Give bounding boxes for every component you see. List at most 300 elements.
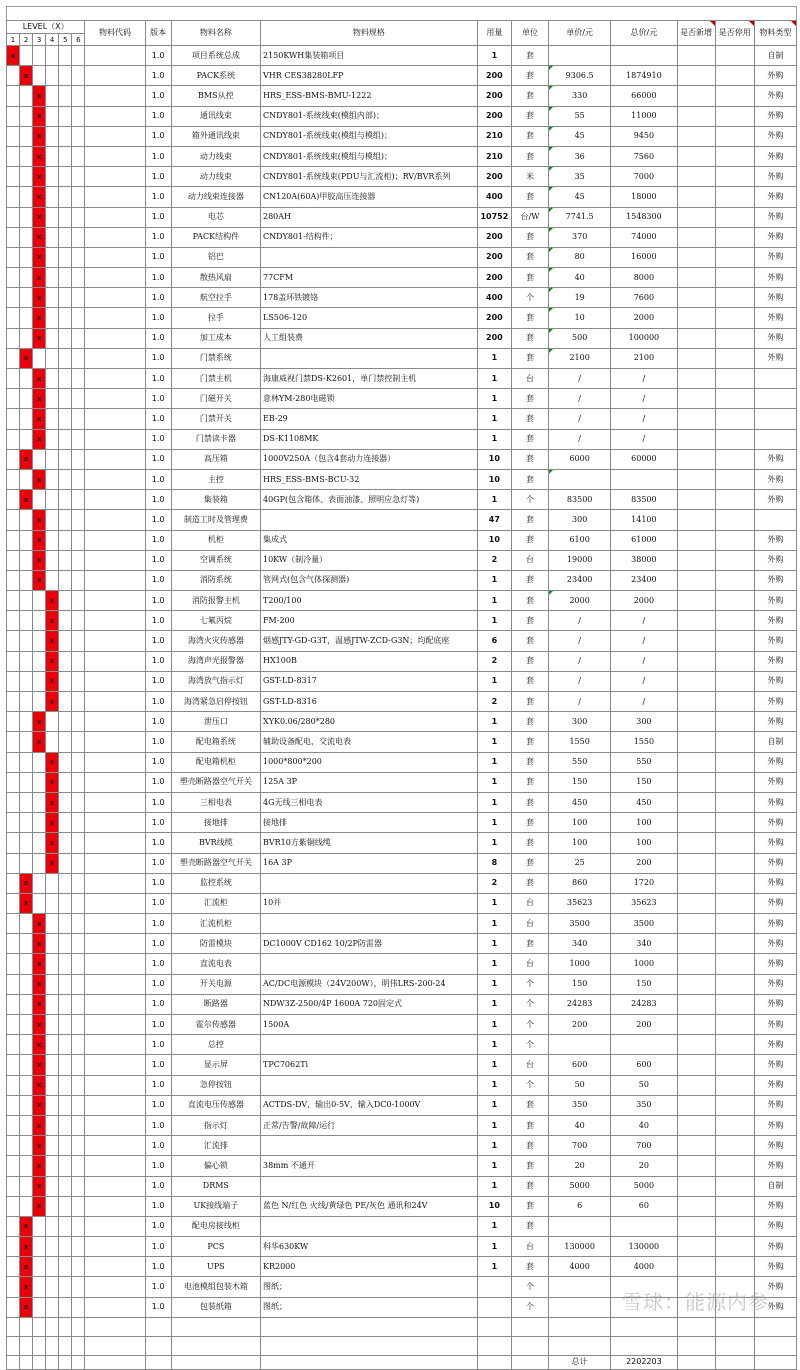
cell-total-price: 14100 (611, 510, 677, 530)
cell-is-stopped (715, 247, 754, 267)
cell-version: 1.0 (145, 1156, 171, 1176)
cell-qty: 400 (477, 187, 511, 207)
cell-name: 海湾声光报警器 (171, 651, 260, 671)
cell-unit-price: / (549, 429, 611, 449)
cell-qty: 200 (477, 268, 511, 288)
cell-spec: 1500A (261, 1015, 478, 1035)
level-cell (20, 792, 33, 812)
cell-total-price (611, 46, 677, 66)
level-cell (33, 1297, 46, 1317)
table-row (7, 813, 797, 833)
cell-spec: KR2000 (261, 1257, 478, 1277)
cell-is-new (677, 611, 715, 631)
cell-version: 1.0 (145, 1176, 171, 1196)
cell-is-stopped (715, 46, 754, 66)
cell-qty: 1 (477, 1115, 511, 1135)
cell-qty: 200 (477, 66, 511, 86)
cell-total-price: 2100 (611, 348, 677, 368)
cell-type: 外购 (754, 954, 796, 974)
table-row (7, 409, 797, 429)
col-is-new: 是否新增 (677, 21, 715, 46)
cell-qty: 1 (477, 772, 511, 792)
level-marker: x (33, 974, 46, 994)
cell-is-new (677, 348, 715, 368)
cell-is-stopped (715, 772, 754, 792)
cell-code (85, 449, 145, 469)
cell-name: UK接线端子 (171, 1196, 260, 1216)
cell-is-stopped (715, 490, 754, 510)
cell-code (85, 752, 145, 772)
level-cell (7, 591, 20, 611)
cell-name: 电芯 (171, 207, 260, 227)
cell-qty: 1 (477, 570, 511, 590)
cell-unit: 套 (511, 1115, 548, 1135)
table-row (7, 651, 797, 671)
level-cell (20, 247, 33, 267)
level-cell (46, 1297, 59, 1317)
cell-name: 断路器 (171, 994, 260, 1014)
level-cell (46, 126, 59, 146)
table-row (7, 66, 797, 86)
cell-name: BMS从控 (171, 86, 260, 106)
cell-name: 汇流机柜 (171, 914, 260, 934)
cell-spec: CNDY801-结构件； (261, 227, 478, 247)
cell-unit-price: 100 (549, 833, 611, 853)
cell-type: 外购 (754, 692, 796, 712)
cell-version: 1.0 (145, 671, 171, 691)
level-cell (20, 510, 33, 530)
level-marker: x (20, 66, 33, 86)
cell-spec (261, 1035, 478, 1055)
col-code: 物料代码 (85, 21, 145, 46)
level-cell (59, 1196, 72, 1216)
level-cell (72, 934, 85, 954)
level-cell (59, 429, 72, 449)
cell-spec (261, 247, 478, 267)
level-cell (46, 1156, 59, 1176)
cell-code (85, 671, 145, 691)
level-marker: x (20, 449, 33, 469)
level-cell (7, 611, 20, 631)
level-cell (7, 227, 20, 247)
blank-row (7, 1317, 797, 1336)
cell-version: 1.0 (145, 1136, 171, 1156)
cell-version: 1.0 (145, 732, 171, 752)
cell-name: 配电箱机柜 (171, 752, 260, 772)
cell-is-stopped (715, 570, 754, 590)
cell-is-new (677, 429, 715, 449)
level-cell (33, 651, 46, 671)
level-cell (72, 1035, 85, 1055)
cell-type: 自制 (754, 1176, 796, 1196)
cell-code (85, 692, 145, 712)
cell-total-price: 300 (611, 712, 677, 732)
level-cell (20, 389, 33, 409)
cell-unit: 套 (511, 389, 548, 409)
cell-is-new (677, 66, 715, 86)
cell-type: 外购 (754, 1297, 796, 1317)
level-cell (33, 591, 46, 611)
cell-total-price: 1550 (611, 732, 677, 752)
level-cell (33, 46, 46, 66)
cell-is-stopped (715, 1216, 754, 1236)
cell-version: 1.0 (145, 86, 171, 106)
level-cell (72, 66, 85, 86)
level-cell (72, 1055, 85, 1075)
cell-unit: 套 (511, 530, 548, 550)
level-cell (7, 268, 20, 288)
level-marker: x (20, 490, 33, 510)
level-marker: x (33, 1015, 46, 1035)
cell-is-stopped (715, 429, 754, 449)
cell-version: 1.0 (145, 692, 171, 712)
cell-total-price: 5000 (611, 1176, 677, 1196)
level-cell (72, 1136, 85, 1156)
level-cell (20, 732, 33, 752)
cell-type: 外购 (754, 914, 796, 934)
level-cell (20, 187, 33, 207)
cell-qty (477, 1297, 511, 1317)
cell-is-stopped (715, 409, 754, 429)
cell-is-stopped (715, 550, 754, 570)
cell-code (85, 570, 145, 590)
cell-code (85, 1136, 145, 1156)
level-cell (59, 167, 72, 187)
level-cell (46, 1095, 59, 1115)
cell-code (85, 631, 145, 651)
cell-name: 显示屏 (171, 1055, 260, 1075)
cell-unit-price: 2000 (549, 591, 611, 611)
cell-name: 汇流柜 (171, 893, 260, 913)
cell-is-stopped (715, 1196, 754, 1216)
cell-unit: 台 (511, 914, 548, 934)
cell-version: 1.0 (145, 994, 171, 1014)
cell-total-price (611, 1035, 677, 1055)
table-row (7, 611, 797, 631)
cell-is-stopped (715, 449, 754, 469)
cell-version: 1.0 (145, 651, 171, 671)
cell-is-new (677, 469, 715, 489)
cell-code (85, 348, 145, 368)
cell-qty: 200 (477, 308, 511, 328)
level-marker: x (46, 591, 59, 611)
cell-is-stopped (715, 1055, 754, 1075)
cell-spec: EB-29 (261, 409, 478, 429)
cell-is-new (677, 1075, 715, 1095)
cell-qty: 6 (477, 631, 511, 651)
level-cell (59, 449, 72, 469)
cell-is-stopped (715, 833, 754, 853)
level-cell (7, 792, 20, 812)
cell-unit-price (549, 1277, 611, 1297)
level-cell (7, 1035, 20, 1055)
bom-spreadsheet (6, 6, 797, 1367)
cell-qty: 210 (477, 146, 511, 166)
level-cell (7, 348, 20, 368)
cell-type (754, 369, 796, 389)
cell-unit: 套 (511, 1257, 548, 1277)
level-cell (59, 86, 72, 106)
cell-is-new (677, 1095, 715, 1115)
level-cell (33, 692, 46, 712)
cell-code (85, 66, 145, 86)
level-marker: x (20, 1216, 33, 1236)
cell-qty: 1 (477, 954, 511, 974)
cell-version: 1.0 (145, 409, 171, 429)
watermark: 雪球：能源内参 (622, 1290, 769, 1314)
cell-type: 外购 (754, 752, 796, 772)
cell-name: 三相电表 (171, 792, 260, 812)
cell-unit-price: 45 (549, 187, 611, 207)
cell-is-new (677, 1015, 715, 1035)
cell-version: 1.0 (145, 712, 171, 732)
cell-version: 1.0 (145, 1035, 171, 1055)
cell-total-price: 1000 (611, 954, 677, 974)
level-cell (46, 227, 59, 247)
level-cell (59, 46, 72, 66)
level-cell (33, 772, 46, 792)
cell-version: 1.0 (145, 570, 171, 590)
cell-spec: 管网式(包含气体探测器) (261, 570, 478, 590)
level-cell (46, 873, 59, 893)
cell-version: 1.0 (145, 469, 171, 489)
level-marker: x (20, 893, 33, 913)
level-cell (7, 914, 20, 934)
cell-unit: 米 (511, 167, 548, 187)
cell-type: 外购 (754, 1136, 796, 1156)
table-row (7, 1075, 797, 1095)
level-cell (7, 813, 20, 833)
cell-spec: 2150KWH集装箱项目 (261, 46, 478, 66)
cell-version: 1.0 (145, 1095, 171, 1115)
level-cell (46, 1257, 59, 1277)
cell-code (85, 328, 145, 348)
cell-name: UPS (171, 1257, 260, 1277)
cell-qty: 1 (477, 934, 511, 954)
cell-is-new (677, 1035, 715, 1055)
cell-type: 外购 (754, 994, 796, 1014)
cell-is-new (677, 409, 715, 429)
level-cell (7, 308, 20, 328)
cell-code (85, 1196, 145, 1216)
level-cell (72, 1015, 85, 1035)
level-cell (59, 146, 72, 166)
cell-code (85, 288, 145, 308)
cell-spec: HX100B (261, 651, 478, 671)
cell-is-stopped (715, 328, 754, 348)
table-row (7, 369, 797, 389)
cell-qty: 1 (477, 833, 511, 853)
cell-unit: 套 (511, 833, 548, 853)
cell-unit: 套 (511, 449, 548, 469)
level-marker: x (33, 914, 46, 934)
level-cell (33, 1216, 46, 1236)
cell-code (85, 167, 145, 187)
col-unit: 单位 (511, 21, 548, 46)
level-marker: x (7, 46, 20, 66)
level-marker: x (33, 934, 46, 954)
cell-unit: 套 (511, 510, 548, 530)
level-cell (72, 1115, 85, 1135)
cell-unit-price: 19 (549, 288, 611, 308)
table-row (7, 934, 797, 954)
level-cell (72, 1257, 85, 1277)
level-cell (46, 328, 59, 348)
level-cell (59, 732, 72, 752)
cell-code (85, 954, 145, 974)
cell-code (85, 389, 145, 409)
cell-code (85, 853, 145, 873)
cell-is-stopped (715, 954, 754, 974)
level-cell (59, 853, 72, 873)
cell-is-new (677, 692, 715, 712)
cell-total-price: 83500 (611, 490, 677, 510)
level-cell (46, 712, 59, 732)
cell-spec: 40GP(包含箱体、表面油漆、照明应急灯等) (261, 490, 478, 510)
level-cell (72, 530, 85, 550)
table-row (7, 86, 797, 106)
cell-is-new (677, 167, 715, 187)
cell-qty: 1 (477, 914, 511, 934)
level-cell (7, 1075, 20, 1095)
cell-version: 1.0 (145, 288, 171, 308)
level-cell (72, 207, 85, 227)
cell-type: 外购 (754, 974, 796, 994)
cell-type: 自制 (754, 732, 796, 752)
cell-is-stopped (715, 86, 754, 106)
level-cell (46, 1196, 59, 1216)
cell-spec: 280AH (261, 207, 478, 227)
level-cell (7, 469, 20, 489)
level-5-header: 5 (59, 34, 72, 46)
cell-spec: 辅助设备配电，交流电表 (261, 732, 478, 752)
cell-version: 1.0 (145, 66, 171, 86)
cell-unit: 套 (511, 732, 548, 752)
cell-is-new (677, 288, 715, 308)
table-row (7, 1216, 797, 1236)
level-marker: x (46, 772, 59, 792)
level-cell (46, 954, 59, 974)
cell-type: 外购 (754, 1095, 796, 1115)
level-cell (20, 106, 33, 126)
cell-unit-price: 4000 (549, 1257, 611, 1277)
level-cell (59, 772, 72, 792)
cell-spec: BVR10方紫铜线缆 (261, 833, 478, 853)
cell-total-price: / (611, 651, 677, 671)
level-marker: x (33, 1095, 46, 1115)
level-marker: x (33, 954, 46, 974)
level-cell (7, 1297, 20, 1317)
cell-code (85, 268, 145, 288)
level-cell (46, 348, 59, 368)
level-cell (20, 994, 33, 1014)
table-row (7, 46, 797, 66)
cell-unit: 套 (511, 1095, 548, 1115)
level-cell (59, 288, 72, 308)
cell-unit: 套 (511, 591, 548, 611)
cell-is-new (677, 1176, 715, 1196)
cell-total-price: 200 (611, 1015, 677, 1035)
cell-spec: 人工组装费 (261, 328, 478, 348)
cell-is-new (677, 752, 715, 772)
cell-code (85, 187, 145, 207)
table-row (7, 247, 797, 267)
level-marker: x (46, 692, 59, 712)
cell-type: 外购 (754, 308, 796, 328)
cell-is-new (677, 146, 715, 166)
cell-unit: 套 (511, 106, 548, 126)
cell-type: 外购 (754, 550, 796, 570)
cell-total-price: 74000 (611, 227, 677, 247)
cell-total-price: 66000 (611, 86, 677, 106)
table-row (7, 631, 797, 651)
level-cell (72, 611, 85, 631)
level-cell (20, 1075, 33, 1095)
level-cell (20, 550, 33, 570)
cell-total-price: 150 (611, 974, 677, 994)
cell-is-new (677, 934, 715, 954)
cell-spec: 正常/告警/故障/运行 (261, 1115, 478, 1135)
cell-is-new (677, 974, 715, 994)
cell-name: 消防报警主机 (171, 591, 260, 611)
cell-type: 外购 (754, 651, 796, 671)
header-row (7, 21, 797, 34)
cell-type: 外购 (754, 813, 796, 833)
cell-code (85, 1297, 145, 1317)
cell-code (85, 469, 145, 489)
cell-version: 1.0 (145, 611, 171, 631)
level-cell (46, 146, 59, 166)
cell-total-price: 7000 (611, 167, 677, 187)
cell-name: 门禁主机 (171, 369, 260, 389)
level-cell (33, 671, 46, 691)
cell-is-stopped (715, 671, 754, 691)
cell-version: 1.0 (145, 510, 171, 530)
cell-qty: 10 (477, 449, 511, 469)
cell-code (85, 1075, 145, 1095)
cell-type: 外购 (754, 288, 796, 308)
cell-is-new (677, 914, 715, 934)
level-cell (46, 934, 59, 954)
level-cell (20, 611, 33, 631)
cell-total-price: 3500 (611, 914, 677, 934)
table-row (7, 1095, 797, 1115)
table-row (7, 389, 797, 409)
level-cell (33, 833, 46, 853)
level-cell (72, 712, 85, 732)
col-is-stopped: 是否停用 (715, 21, 754, 46)
level-cell (7, 974, 20, 994)
cell-version: 1.0 (145, 1237, 171, 1257)
cell-name: 塑壳断路器空气开关 (171, 772, 260, 792)
cell-spec: AC/DC电源模块（24V200W），明伟LRS-200-24 (261, 974, 478, 994)
level-cell (20, 712, 33, 732)
cell-code (85, 550, 145, 570)
cell-name: 箱外通讯线束 (171, 126, 260, 146)
cell-total-price: / (611, 429, 677, 449)
cell-total-price: 50 (611, 1075, 677, 1095)
cell-version: 1.0 (145, 389, 171, 409)
level-cell (72, 449, 85, 469)
level-cell (72, 772, 85, 792)
cell-code (85, 1257, 145, 1277)
cell-name: PACK结构件 (171, 227, 260, 247)
level-cell (72, 671, 85, 691)
cell-code (85, 1176, 145, 1196)
cell-spec: 125A 3P (261, 772, 478, 792)
level-cell (59, 490, 72, 510)
cell-type: 外购 (754, 268, 796, 288)
